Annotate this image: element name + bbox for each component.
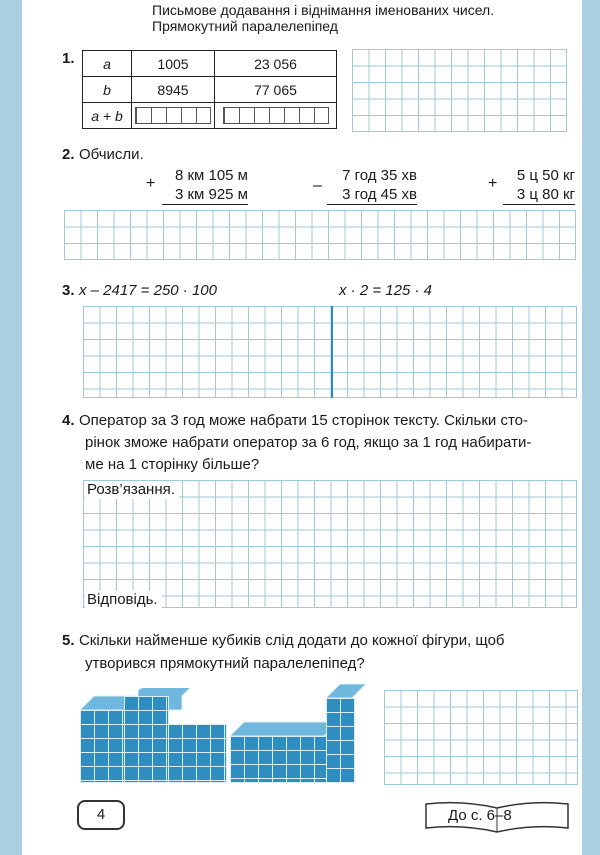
ex3-column: [503, 166, 575, 205]
header-subtitle: Прямокутний паралелепіпед: [152, 18, 338, 34]
table-row: [83, 51, 337, 77]
ex1-column: [162, 166, 248, 205]
task3-eq1-line: [62, 282, 217, 300]
task3-number: 3.: [62, 282, 75, 299]
cell-a-1: 1005: [132, 51, 215, 77]
task3-equation-2: x · 2 = 125 · 4: [339, 282, 432, 299]
row-label-sum: a + b: [83, 103, 132, 129]
table-row: [83, 77, 337, 103]
header-title: Письмове додавання і віднімання іменованих чисел.: [152, 2, 495, 18]
task5-text-2: утворився прямокутний паралелепіпед?: [85, 655, 365, 672]
row-label-b: b: [83, 77, 132, 103]
task1-number: 1.: [62, 50, 75, 67]
row-label-a: a: [83, 51, 132, 77]
page-reference: До с. 6–8: [448, 807, 512, 824]
task5-text-1: Скільки найменше кубиків слід додати до кожної фігури, щоб: [78, 632, 505, 649]
task5-line1: [62, 632, 505, 650]
table-row: [83, 103, 337, 129]
reference-book: [422, 800, 572, 834]
page-number: 4: [77, 800, 125, 830]
answer-cell-2[interactable]: [215, 103, 337, 129]
ex2-top: 7 год 35 хв: [342, 167, 417, 184]
figure1-right-part: [168, 724, 227, 783]
ex3-sign: +: [488, 175, 498, 192]
solution-label: Розв’язання.: [85, 481, 179, 499]
task2-number: 2.: [62, 146, 75, 163]
figure1-left-part: [80, 710, 125, 783]
task3-equation-1: x – 2417 = 250 · 100: [78, 282, 217, 299]
task4-number: 4.: [62, 412, 75, 429]
ex1-bottom: 3 км 925 м: [162, 185, 248, 205]
task2-instruction: Обчисли.: [78, 146, 144, 163]
figure1-mid-part: [124, 696, 169, 783]
ex1-sign: +: [146, 175, 156, 192]
task4-solution-grid[interactable]: [83, 480, 577, 608]
ex3-top: 5 ц 50 кг: [516, 167, 575, 184]
task1-table: [82, 50, 337, 129]
figure2-base: [230, 736, 331, 783]
task5-answer-grid[interactable]: [384, 690, 578, 785]
workbook-page: [22, 0, 582, 855]
ex2-bottom: 3 год 45 хв: [327, 185, 417, 205]
cell-a-2: 23 056: [215, 51, 337, 77]
figure2-tower: [326, 698, 355, 783]
task4-text-2: рінок зможе набрати оператор за 6 год, якщо за 1 год набирати-: [85, 434, 532, 451]
cell-b-2: 77 065: [215, 77, 337, 103]
task4-text-3: ме на 1 сторінку більше?: [85, 456, 260, 473]
task5-number: 5.: [62, 632, 75, 649]
figure2-top-face: [230, 716, 340, 738]
task3-work-grid[interactable]: [83, 306, 577, 398]
task3-divider: [331, 306, 333, 398]
figure2-tower-top: [326, 680, 366, 700]
ex2-sign: –: [313, 177, 322, 194]
task2-heading: [62, 146, 144, 164]
ex1-top: 8 км 105 м: [174, 167, 248, 184]
answer-label: Відповідь.: [85, 591, 162, 608]
task2-work-grid[interactable]: [64, 210, 576, 260]
cell-b-1: 8945: [132, 77, 215, 103]
ex2-column: [327, 166, 417, 205]
task4-line1: [62, 412, 528, 430]
answer-cell-1[interactable]: [132, 103, 215, 129]
task1-work-grid[interactable]: [352, 49, 567, 132]
task4-text-1: Оператор за 3 год може набрати 15 сторінок тексту. Скільки сто-: [78, 412, 529, 429]
ex3-bottom: 3 ц 80 кг: [503, 185, 575, 205]
